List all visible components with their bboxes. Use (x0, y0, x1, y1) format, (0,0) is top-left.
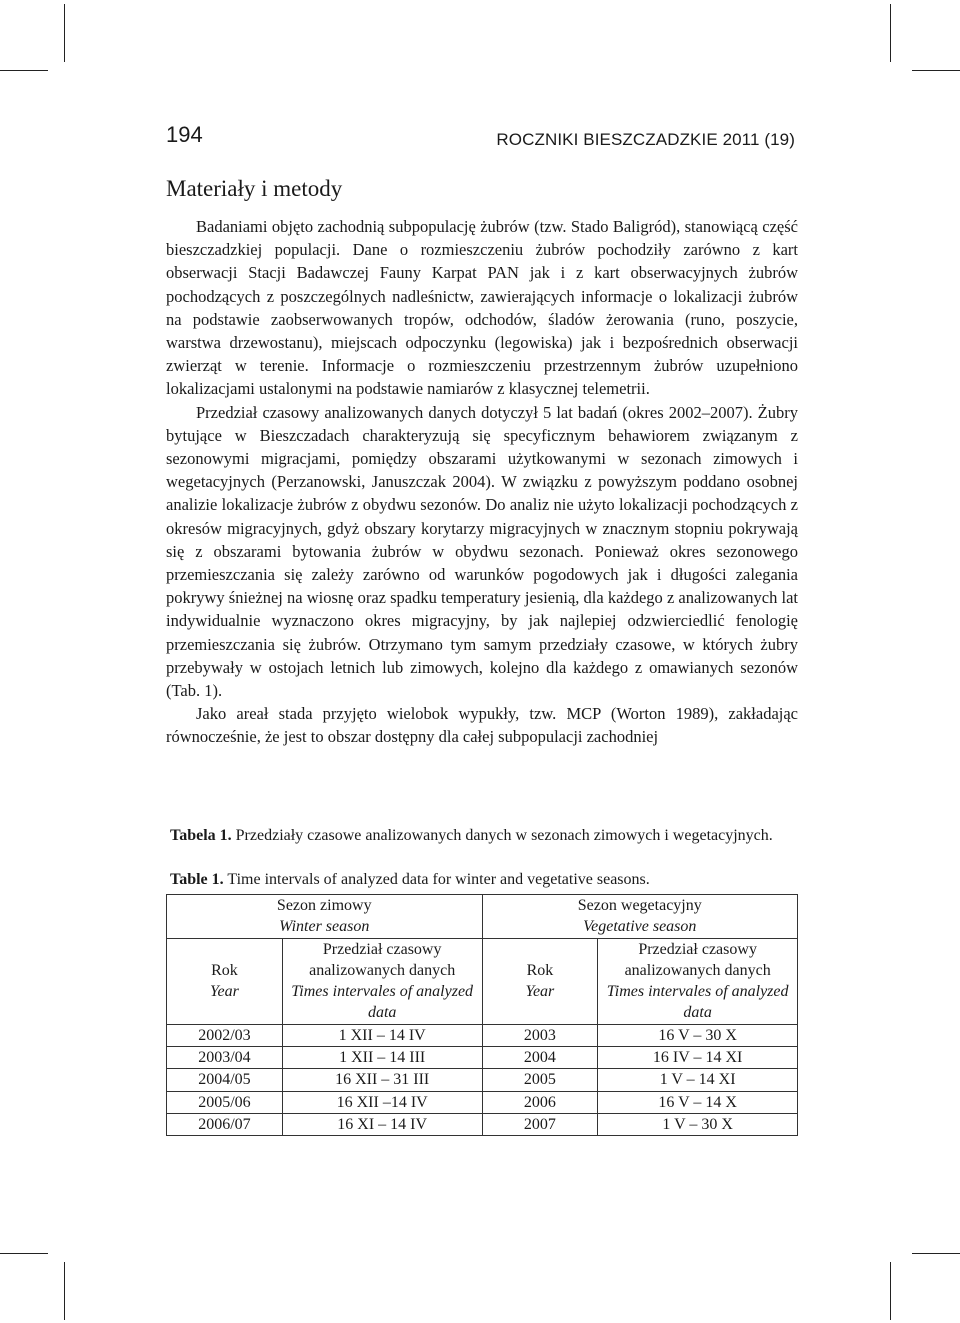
winter-year-cell: 2002/03 (167, 1024, 283, 1046)
crop-mark (0, 70, 48, 71)
winter-year-cell: 2005/06 (167, 1091, 283, 1113)
paragraph: Badaniami objęto zachodnią subpopulację żubrów (tzw. Stado Baligród), stanowiącą część bieszczadzkiej populacji. Dane o rozmieszczeniu żubrów pochodziły zarówno z kart obserwacji Stacji Badawczej Fauny Karpat PAN jak i z kart obserwacyjnych żubrów pochodzących z poszczególnych nadleśnictw, zawierających informacje o lokalizacji żubrów na podstawie zaobserwowanych tropów, odchodów, śladów żerowania (runo, poszycie, warstwa drzewostanu), miejscach odpoczynku (legowiska) jak i bezpośrednich obserwacji zwierząt w terenie. Informacje o rozmieszczeniu przestrzennym żubrów uzupełniono lokalizacjami ustalonymi na podstawie namiarów z klasycznej telemetrii. (166, 217, 798, 399)
table-caption-pl (170, 825, 798, 847)
winter-year-cell: 2006/07 (167, 1113, 283, 1135)
table-row (167, 1024, 798, 1046)
crop-mark (912, 1253, 960, 1254)
caption-text: Przedziały czasowe analizowanych danych w sezonach zimowych i wegetacyjnych. (235, 827, 773, 844)
veg-year-cell: 2006 (482, 1091, 598, 1113)
section-heading: Materiały i metody (166, 176, 343, 201)
winter-interval-cell: 1 XII – 14 III (282, 1047, 482, 1069)
veg-year-cell: 2004 (482, 1047, 598, 1069)
data-table (166, 894, 798, 1136)
table-row (167, 1113, 798, 1135)
interval-header: Przedział czasowy analizowanych danych Times intervales of analyzed data (598, 938, 798, 1024)
veg-year-cell: 2003 (482, 1024, 598, 1046)
caption-label: Table 1. (170, 871, 224, 888)
veg-interval-cell: 16 V – 30 X (598, 1024, 798, 1046)
crop-mark (890, 4, 891, 62)
winter-interval-cell: 16 XI – 14 IV (282, 1113, 482, 1135)
veg-year-cell: 2007 (482, 1113, 598, 1135)
vegetative-season-header: Sezon wegetacyjny Vegetative season (482, 895, 797, 939)
table-row (167, 1069, 798, 1091)
veg-year-cell: 2005 (482, 1069, 598, 1091)
crop-mark (64, 4, 65, 62)
veg-interval-cell: 1 V – 30 X (598, 1113, 798, 1135)
table-subheader-row (167, 938, 798, 1024)
page-number: 194 (166, 122, 203, 147)
crop-mark (64, 1262, 65, 1320)
crop-mark (0, 1253, 48, 1254)
year-header: Rok Year (167, 938, 283, 1024)
veg-interval-cell: 16 IV – 14 XI (598, 1047, 798, 1069)
caption-label: Tabela 1. (170, 827, 232, 844)
veg-interval-cell: 1 V – 14 XI (598, 1069, 798, 1091)
crop-mark (912, 70, 960, 71)
paragraph: Jako areał stada przyjęto wielobok wypukły, tzw. MCP (Worton 1989), zakładając równocześnie, że jest to obszar dostępny dla całej subpopulacji zachodniej (166, 704, 798, 747)
table-row (167, 1091, 798, 1113)
table-caption-en (170, 869, 798, 891)
winter-season-header: Sezon zimowy Winter season (167, 895, 483, 939)
year-header: Rok Year (482, 938, 598, 1024)
table-row (167, 1047, 798, 1069)
crop-mark (890, 1262, 891, 1320)
winter-interval-cell: 1 XII – 14 IV (282, 1024, 482, 1046)
table-header-row (167, 895, 798, 939)
body-text (166, 215, 798, 749)
winter-year-cell: 2004/05 (167, 1069, 283, 1091)
winter-year-cell: 2003/04 (167, 1047, 283, 1069)
interval-header: Przedział czasowy analizowanych danych Times intervales of analyzed data (282, 938, 482, 1024)
running-head: ROCZNIKI BIESZCZADZKIE 2011 (19) (496, 130, 795, 149)
winter-interval-cell: 16 XII – 31 III (282, 1069, 482, 1091)
caption-text: Time intervals of analyzed data for winter and vegetative seasons. (227, 871, 650, 888)
winter-interval-cell: 16 XII –14 IV (282, 1091, 482, 1113)
veg-interval-cell: 16 V – 14 X (598, 1091, 798, 1113)
paragraph: Przedział czasowy analizowanych danych dotyczył 5 lat badań (okres 2002–2007). Żubry bytujące w Bieszczadach charakteryzują się specyficznym behawiorem związanym z sezonowymi migracjami, pomiędzy obszarami użytkowanymi w sezonach zimowych i wegetacyjnych (Perzanowski, Januszczak 2004). W związku z powyższym poddano osobnej analizie lokalizacje żubrów z obydwu sezonów. Do analiz nie użyto lokalizacji pochodzących z okresów migracyjnych, gdyż obszary korytarzy migracyjnych w znacznym stopniu pokrywają się z obszarami bytowania żubrów w obydwu sezonach. Ponieważ okres sezonowego przemieszczania się zależy zarówno od warunków pogodowych jak i długości zalegania pokrywy śnieżnej na wiosnę oraz spadku temperatury jesienią, dla każdego z analizowanych lat indywidualnie wyznaczono okres migracyjny, by jak najlepiej odzwierciedlić fenologię przemieszczania się żubrów. Otrzymano tym samym przedziały czasowe, w których żubry przebywały w ostojach letnich lub zimowych, kolejno dla każdego z omawianych sezonów (Tab. 1). (166, 402, 798, 701)
